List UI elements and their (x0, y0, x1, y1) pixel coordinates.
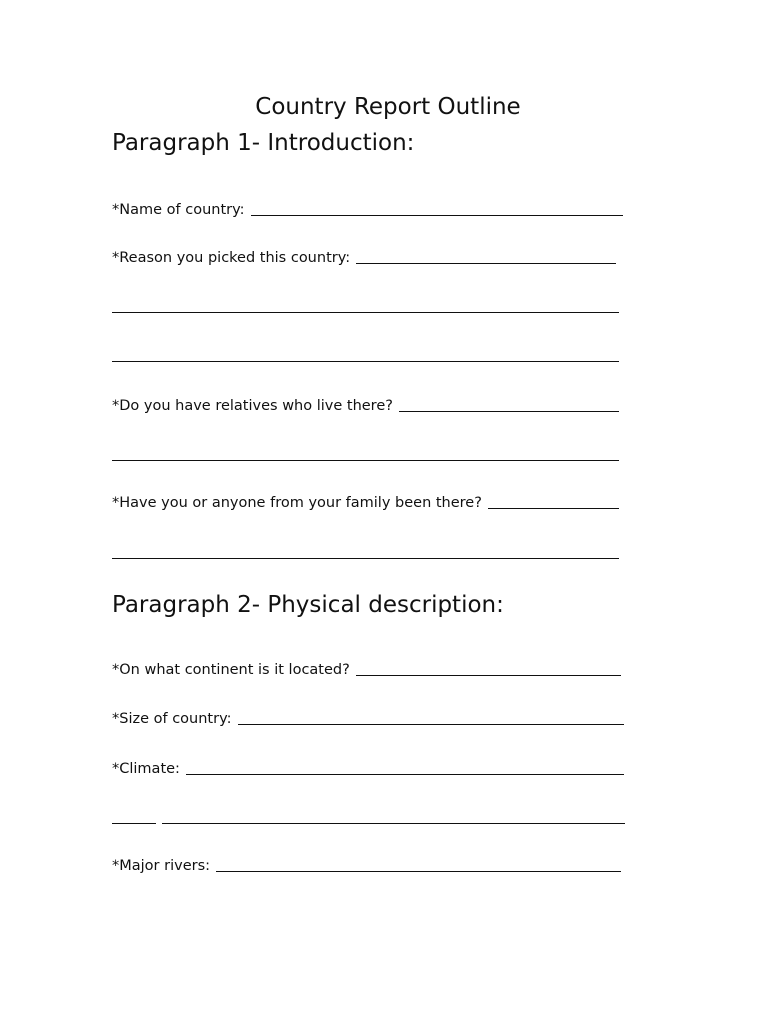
reason-answer-blank-2[interactable] (112, 361, 619, 362)
section-1-heading: Paragraph 1- Introduction: (112, 130, 415, 156)
reason-answer-line-1 (112, 294, 619, 316)
relatives-line (112, 393, 619, 415)
reason-picked-line (112, 245, 616, 267)
rivers-line (112, 853, 621, 875)
reason-answer-blank-1[interactable] (112, 312, 619, 313)
continent-label: *On what continent is it located? (112, 662, 350, 678)
climate-answer-blank[interactable] (162, 823, 625, 824)
been-there-line (112, 490, 619, 512)
relatives-blank[interactable] (399, 411, 619, 412)
been-there-answer-line (112, 540, 619, 562)
rivers-blank[interactable] (216, 871, 621, 872)
document-title: Country Report Outline (255, 94, 521, 120)
size-blank[interactable] (238, 724, 625, 725)
been-there-blank[interactable] (488, 508, 619, 509)
reason-picked-label: *Reason you picked this country: (112, 250, 351, 266)
climate-line (112, 756, 624, 778)
climate-answer-stub[interactable] (112, 823, 156, 824)
relatives-answer-blank[interactable] (112, 460, 619, 461)
name-of-country-blank[interactable] (251, 215, 623, 216)
been-there-answer-blank[interactable] (112, 558, 619, 559)
relatives-label: *Do you have relatives who live there? (112, 398, 393, 414)
section-2-heading: Paragraph 2- Physical description: (112, 592, 504, 618)
name-of-country-line (112, 197, 623, 219)
continent-blank[interactable] (356, 675, 621, 676)
reason-picked-blank[interactable] (356, 263, 616, 264)
rivers-label: *Major rivers: (112, 858, 211, 874)
size-line (112, 706, 624, 728)
climate-blank[interactable] (186, 774, 624, 775)
name-of-country-label: *Name of country: (112, 202, 245, 218)
climate-label: *Climate: (112, 761, 180, 777)
been-there-label: *Have you or anyone from your family been there? (112, 495, 482, 511)
continent-line (112, 657, 621, 679)
size-label: *Size of country: (112, 711, 232, 727)
relatives-answer-line (112, 442, 619, 464)
reason-answer-line-2 (112, 343, 619, 365)
climate-answer-line (112, 805, 625, 827)
